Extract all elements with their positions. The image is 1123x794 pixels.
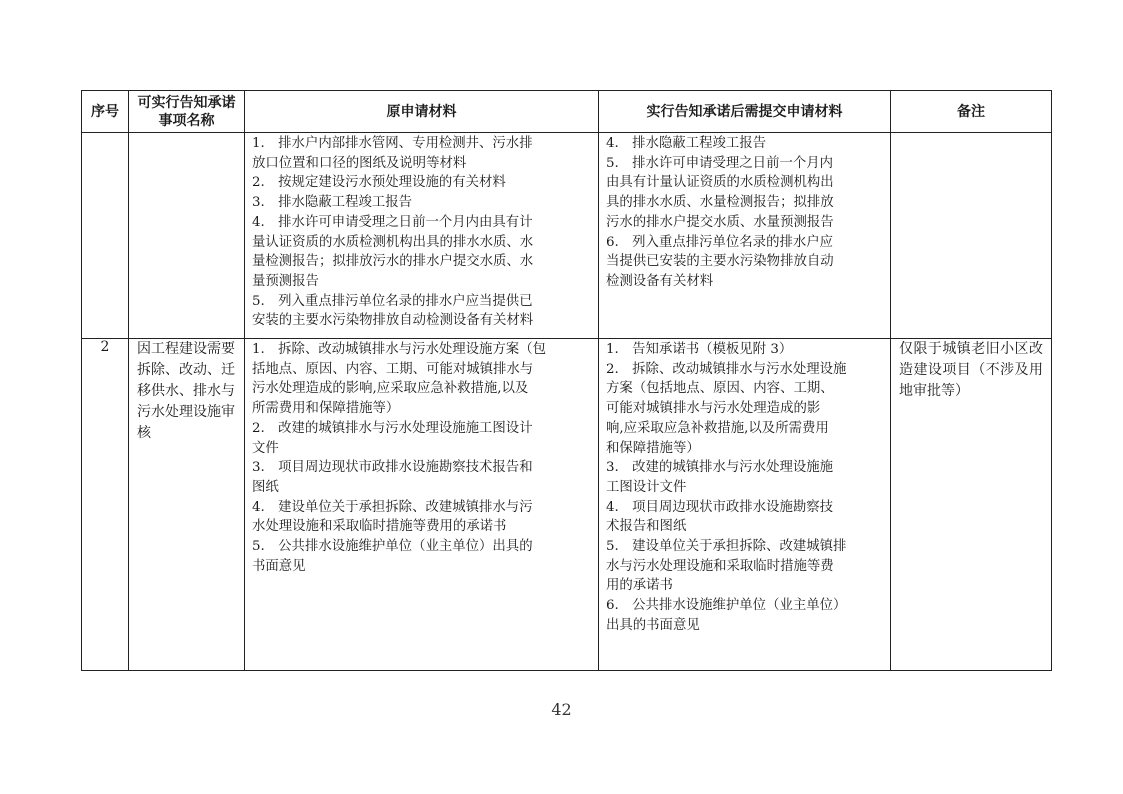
material-line: 2. 改建的城镇排水与污水处理设施施工图设计: [252, 420, 533, 436]
material-line: 4. 建设单位关于承担拆除、改建城镇排水与污: [252, 499, 533, 515]
row-original-materials-cell: [245, 339, 599, 671]
original-materials-list: [245, 133, 598, 331]
page-number: 42: [551, 700, 572, 719]
row-item-name-cell: [129, 339, 245, 671]
table-header-row: [82, 91, 1052, 133]
material-line: 1. 拆除、改动城镇排水与污水处理设施方案（包: [252, 342, 546, 357]
material-line: 用的承诺书: [606, 578, 673, 594]
row-serial-cell: [82, 133, 129, 339]
material-line: 5. 列入重点排污单位名录的排水户应当提供已: [252, 293, 533, 309]
original-materials-list: [245, 339, 598, 576]
table-row: [82, 133, 1052, 339]
row-after-materials-cell: [599, 339, 891, 671]
row-serial-number: 2: [100, 339, 110, 355]
material-line: 6. 公共排水设施维护单位（业主单位）: [606, 598, 847, 614]
row-item-name: 因工程建设需要拆除、改动、迁移供水、排水与污水处理设施审核: [137, 341, 235, 441]
material-line: 书面意见: [252, 558, 306, 574]
material-line: 量预测报告: [252, 273, 319, 289]
approval-items-table: [81, 90, 1052, 671]
material-line: 工图设计文件: [606, 479, 687, 495]
material-line: 4. 排水许可申请受理之日前一个月内由具有计: [252, 214, 533, 230]
material-line: 所需费用和保障措施等）: [252, 401, 400, 417]
material-line: 2. 拆除、改动城镇排水与污水处理设施: [606, 361, 847, 377]
material-line: 当提供已安装的主要水污染物排放自动: [606, 254, 834, 270]
header-original-materials: 原申请材料: [245, 91, 599, 133]
after-materials-list: [599, 133, 890, 292]
after-materials-list: [599, 339, 890, 636]
material-line: 量检测报告；拟排放污水的排水户提交水质、水: [252, 254, 534, 270]
material-line: 污水的排水户提交水质、水量预测报告: [606, 214, 834, 230]
header-after-commitment-materials: 实行告知承诺后需提交申请材料: [599, 91, 891, 133]
material-line: 1. 告知承诺书（模板见附 3）: [606, 342, 793, 357]
material-line: 括地点、原因、内容、工期、可能对城镇排水与: [252, 361, 534, 377]
material-line: 检测设备有关材料: [606, 273, 714, 289]
material-line: 5. 公共排水设施维护单位（业主单位）出具的: [252, 539, 533, 555]
material-line: 安装的主要水污染物排放自动检测设备有关材料: [252, 313, 534, 329]
material-line: 4. 排水隐蔽工程竣工报告: [606, 136, 767, 151]
material-line: 2. 按规定建设污水预处理设施的有关材料: [252, 175, 506, 191]
material-line: 3. 改建的城镇排水与污水处理设施施: [606, 460, 834, 476]
material-line: 方案（包括地点、原因、内容、工期、: [606, 381, 834, 397]
material-line: 可能对城镇排水与污水处理造成的影: [606, 401, 821, 417]
material-line: 4. 项目周边现状市政排水设施勘察技: [606, 499, 834, 515]
material-line: 和保障措施等）: [606, 440, 700, 456]
header-serial-number: 序号: [82, 91, 129, 133]
material-line: 响,应采取应急补救措施,以及所需费用: [606, 420, 829, 436]
material-line: 污水处理造成的影响,应采取应急补救措施,以及: [252, 381, 529, 397]
material-line: 出具的书面意见: [606, 617, 700, 633]
material-line: 5. 建设单位关于承担拆除、改建城镇排: [606, 539, 847, 555]
header-item-name: [129, 91, 245, 133]
material-line: 1. 排水户内部排水管网、专用检测井、污水排: [252, 136, 533, 151]
row-remarks: 仅限于城镇老旧小区改造建设项目（不涉及用地审批等）: [899, 341, 1043, 399]
material-line: 6. 列入重点排污单位名录的排水户应: [606, 234, 834, 250]
header-item-name-text: 可实行告知承诺事项名称: [137, 94, 236, 129]
material-line: 图纸: [252, 479, 279, 495]
row-serial-cell: [82, 339, 129, 671]
material-line: 水处理设施和采取临时措施等费用的承诺书: [252, 519, 507, 535]
material-line: 文件: [252, 440, 279, 456]
material-line: 水与污水处理设施和采取临时措施等费: [606, 558, 834, 574]
material-line: 具的排水水质、水量检测报告；拟排放: [606, 195, 834, 211]
header-remarks: 备注: [891, 91, 1052, 133]
row-remarks-cell: [891, 339, 1052, 671]
material-line: 量认证资质的水质检测机构出具的排水水质、水: [252, 234, 534, 250]
material-line: 术报告和图纸: [606, 519, 687, 535]
material-line: 5. 排水许可申请受理之日前一个月内: [606, 155, 834, 171]
material-line: 由具有计量认证资质的水质检测机构出: [606, 175, 834, 191]
material-line: 3. 排水隐蔽工程竣工报告: [252, 195, 413, 211]
row-after-materials-cell: [599, 133, 891, 339]
material-line: 3. 项目周边现状市政排水设施勘察技术报告和: [252, 460, 533, 476]
material-line: 放口位置和口径的图纸及说明等材料: [252, 155, 467, 171]
row-original-materials-cell: [245, 133, 599, 339]
row-item-name-cell: [129, 133, 245, 339]
table-row: [82, 339, 1052, 671]
row-remarks-cell: [891, 133, 1052, 339]
